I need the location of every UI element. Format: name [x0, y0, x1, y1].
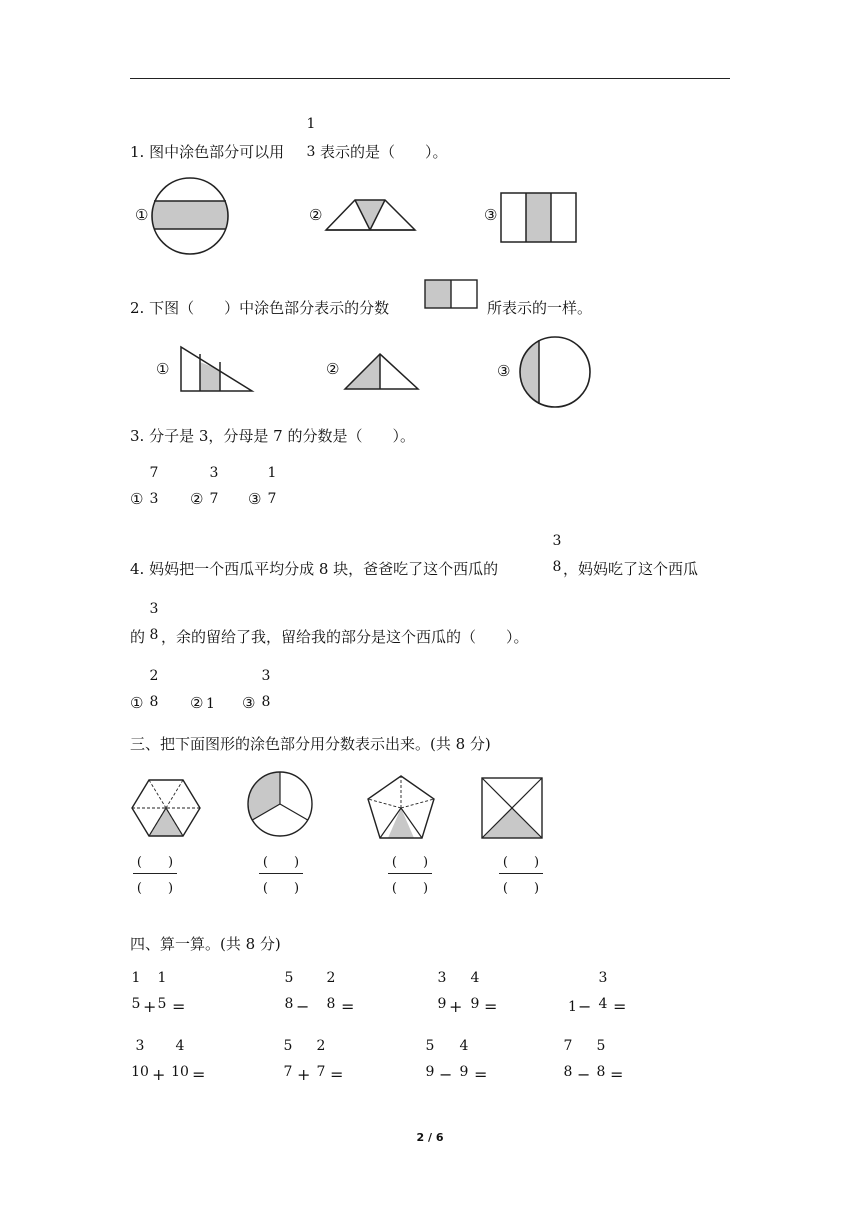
q4-opt3-num: 3 [261, 668, 271, 684]
calc-r2-c2-a-num: 5 [283, 1038, 293, 1054]
calc-r1-c4-op: − [578, 997, 592, 1016]
calc-r2-c4-a-den: 8 [563, 1064, 573, 1080]
q4-frac2 [148, 601, 160, 643]
q4-line2-suffix: ，余的留给了我，留给我的部分是这个西瓜的（ ）。 [161, 628, 529, 646]
q1-label-3: ③ [484, 206, 498, 224]
calc-r2-c3-b-den: 9 [459, 1064, 469, 1080]
q4-opt2-value: 1 [206, 696, 215, 712]
calc-r2-c3-a-den: 9 [425, 1064, 435, 1080]
q4-opt1-den: 8 [149, 694, 159, 710]
calc-r1-c1-eq: = [172, 997, 186, 1016]
q4-frac1 [551, 533, 563, 575]
q3-opt1-num: 7 [149, 465, 159, 481]
q3-opt1-label: ① [130, 490, 144, 508]
calc-r2-c4-a-num: 7 [563, 1038, 573, 1054]
calc-r1-c1-a-den: 5 [131, 996, 141, 1012]
q2-label-1: ① [156, 360, 170, 378]
q2-suffix: 所表示的一样。 [487, 299, 593, 317]
s3-answer-1[interactable] [133, 851, 177, 896]
q4-opt3-den: 8 [261, 694, 271, 710]
calc-r1-c2-a-den: 8 [284, 996, 294, 1012]
q2-figure-right-triangle [178, 344, 256, 394]
calc-r1-c2-a-num: 5 [284, 970, 294, 986]
calc-r2-c2-b-num: 2 [316, 1038, 326, 1054]
q2-figure-triangle [344, 352, 422, 392]
q1-line [130, 142, 284, 162]
q3-opt3-num: 1 [267, 465, 277, 481]
q1-label-2: ② [309, 206, 323, 224]
s3-answer-3[interactable] [388, 851, 432, 896]
header-rule [130, 78, 730, 79]
q3-opt3-label: ③ [248, 490, 262, 508]
s3-answer-2-den: ( ) [262, 881, 300, 896]
q2-prefix: 2. 下图（ ）中涂色部分表示的分数 [130, 299, 390, 317]
q1-prefix: 1. 图中涂色部分可以用 [130, 143, 285, 161]
q2-label-3: ③ [497, 362, 511, 380]
q1-figure-circle [150, 176, 232, 258]
q3-opt1-den: 3 [149, 491, 159, 507]
q3-opt2-den: 7 [209, 491, 219, 507]
calc-r2-c1-b-num: 4 [175, 1038, 185, 1054]
q3-opt3-frac [266, 465, 278, 507]
calc-r2-c2-a-den: 7 [283, 1064, 293, 1080]
s3-figure-circle [248, 771, 314, 837]
q1-label-1: ① [135, 206, 149, 224]
s3-answer-4[interactable] [499, 851, 543, 896]
calc-r2-c4-eq: = [610, 1065, 624, 1084]
q4-frac1-den: 8 [552, 559, 562, 575]
q4-line2-prefix: 的 [130, 628, 146, 646]
calc-r1-c2-b-num: 2 [326, 970, 336, 986]
s3-answer-1-den: ( ) [136, 881, 174, 896]
q4-frac1-num: 3 [552, 533, 562, 549]
calc-r1-c1-a-num: 1 [131, 970, 141, 986]
calc-r2-c2-eq: = [330, 1065, 344, 1084]
q4-frac2-num: 3 [149, 601, 159, 617]
calc-r1-c2-op: − [296, 997, 310, 1016]
calc-r1-c1-b-num: 1 [157, 970, 167, 986]
calc-r2-c1-eq: = [192, 1065, 206, 1084]
calc-r1-c4-whole: 1 [568, 999, 577, 1015]
q1-frac-den: 3 [306, 144, 316, 160]
calc-r1-c2-b-den: 8 [326, 996, 336, 1012]
s3-answer-4-den: ( ) [502, 881, 540, 896]
calc-r2-c1-a-den: 10 [131, 1064, 149, 1080]
calc-r2-c4-b-num: 5 [596, 1038, 606, 1054]
q1-frac-num: 1 [306, 116, 316, 132]
q1-suffix: 表示的是（ ）。 [320, 143, 448, 161]
calc-r1-c3-b-den: 9 [470, 996, 480, 1012]
section3-title: 三、把下面图形的涂色部分用分数表示出来。(共 8 分) [130, 735, 491, 753]
q3-opt1-frac [148, 465, 160, 507]
s3-answer-2[interactable] [259, 851, 303, 896]
q3-opt3-den: 7 [267, 491, 277, 507]
calc-r2-c3-a-num: 5 [425, 1038, 435, 1054]
q1-figure-trapezoid [325, 199, 420, 233]
calc-r2-c2-b-den: 7 [316, 1064, 326, 1080]
q3-opt2-frac [208, 465, 220, 507]
calc-r1-c3-b-num: 4 [470, 970, 480, 986]
calc-r1-c4-b-den: 4 [598, 996, 608, 1012]
q4-opt1-label: ① [130, 694, 144, 712]
s3-figure-square [481, 777, 545, 841]
calc-r1-c1-op: + [143, 997, 157, 1016]
calc-r2-c3-eq: = [474, 1065, 488, 1084]
calc-r1-c3-op: + [449, 997, 463, 1016]
q4-opt1-num: 2 [149, 668, 159, 684]
calc-r1-c1-b-den: 5 [157, 996, 167, 1012]
q3-opt2-num: 3 [209, 465, 219, 481]
calc-r1-c3-a-num: 3 [437, 970, 447, 986]
s3-figure-pentagon [367, 775, 437, 841]
calc-r2-c3-op: − [439, 1065, 453, 1084]
s3-figure-hexagon [131, 779, 201, 839]
q1-figure-rectangle [500, 192, 580, 244]
s3-answer-3-num: ( ) [391, 855, 429, 870]
calc-r2-c1-b-den: 10 [171, 1064, 189, 1080]
calc-r1-c3-eq: = [484, 997, 498, 1016]
q1-fraction [305, 116, 317, 160]
q4-opt3-frac [260, 668, 272, 710]
s3-answer-2-num: ( ) [262, 855, 300, 870]
q4-frac2-den: 8 [149, 627, 159, 643]
q4-opt2-label: ② [190, 694, 204, 712]
calc-r2-c2-op: + [297, 1065, 311, 1084]
calc-r2-c1-a-num: 3 [135, 1038, 145, 1054]
page-number: 2 / 6 [416, 1131, 444, 1144]
q2-figure-circle [515, 336, 595, 410]
calc-r1-c2-eq: = [341, 997, 355, 1016]
s3-answer-3-den: ( ) [391, 881, 429, 896]
calc-r1-c4-eq: = [613, 997, 627, 1016]
s3-answer-1-num: ( ) [136, 855, 174, 870]
calc-r1-c3-a-den: 9 [437, 996, 447, 1012]
q2-reference-figure [424, 279, 480, 311]
q4-opt3-label: ③ [242, 694, 256, 712]
section4-title: 四、算一算。(共 8 分) [130, 935, 281, 953]
q4-line1-suffix: ，妈妈吃了这个西瓜 [563, 560, 699, 578]
calc-r2-c3-b-num: 4 [459, 1038, 469, 1054]
calc-r2-c4-op: − [577, 1065, 591, 1084]
q4-line1-prefix: 4. 妈妈把一个西瓜平均分成 8 块，爸爸吃了这个西瓜的 [130, 560, 499, 578]
calc-r1-c4-b-num: 3 [598, 970, 608, 986]
calc-r2-c1-op: + [152, 1065, 166, 1084]
q3-text: 3. 分子是 3，分母是 7 的分数是（ ）。 [130, 427, 415, 445]
q2-label-2: ② [326, 360, 340, 378]
q3-opt2-label: ② [190, 490, 204, 508]
s3-answer-4-num: ( ) [502, 855, 540, 870]
calc-r2-c4-b-den: 8 [596, 1064, 606, 1080]
q4-opt1-frac [148, 668, 160, 710]
